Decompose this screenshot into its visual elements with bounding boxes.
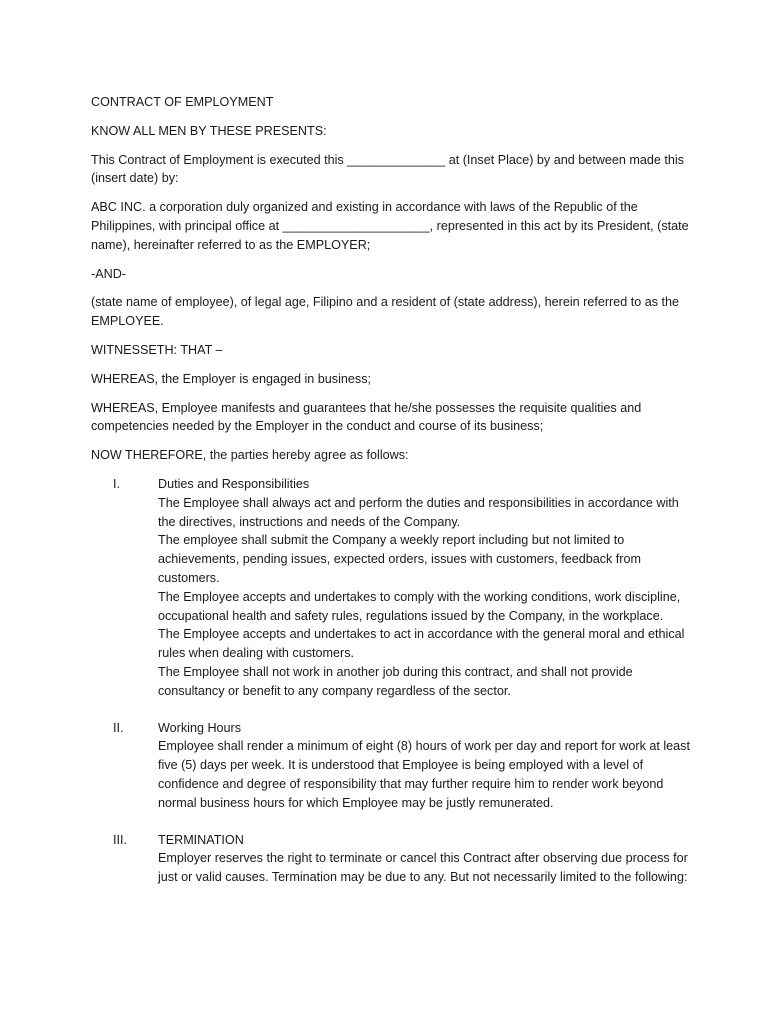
section-heading: TERMINATION [158, 832, 244, 847]
section-numeral: III. [113, 832, 127, 847]
employee-paragraph: (state name of employee), of legal age, Filipino and a resident of (state address), herein referred to as the EMPLOYEE. [91, 295, 680, 329]
section-paragraph: The Employee shall always act and perform the duties and responsibilities in accordance with the directives, instructions and needs of the Company. [158, 495, 679, 529]
section-paragraph: The employee shall submit the Company a weekly report including but not limited to achievements, pending issues, expected orders, issues with customers, feedback from customers. [158, 533, 641, 585]
section-paragraph: The Employee accepts and undertakes to comply with the working conditions, work discipline, occupational health and safety rules, regulations issued by the Company, in the workplace. [158, 589, 681, 623]
section-heading: Working Hours [158, 720, 242, 735]
document-title: CONTRACT OF EMPLOYMENT [91, 95, 274, 109]
whereas-business: WHEREAS, the Employer is engaged in business; [91, 371, 371, 386]
and-separator: -AND- [91, 266, 126, 281]
section-duties [91, 475, 691, 701]
section-heading: Duties and Responsibilities [158, 476, 310, 491]
document-body [91, 93, 691, 887]
section-body [158, 719, 691, 813]
section-numeral: I. [113, 476, 120, 491]
witnesseth-line: WITNESSETH: THAT – [91, 342, 223, 357]
section-working-hours [91, 719, 691, 813]
execution-paragraph: This Contract of Employment is executed this ______________ at (Inset Place) by and between made this (insert date) by: [91, 152, 684, 186]
employer-paragraph: ABC INC. a corporation duly organized and existing in accordance with laws of the Republic of the Philippines, with principal office at _____________________, represented in this act by its President, (state name), hereinafter referred to as the EMPLOYER; [91, 200, 689, 252]
section-body [158, 475, 691, 701]
section-paragraph: Employer reserves the right to terminate or cancel this Contract after observing due process for just or valid causes. Termination may be due to any. But not necessarily limited to the following: [158, 851, 688, 885]
section-numeral: II. [113, 720, 124, 735]
know-all-line: KNOW ALL MEN BY THESE PRESENTS: [91, 123, 327, 138]
now-therefore-line: NOW THEREFORE, the parties hereby agree as follows: [91, 448, 409, 463]
section-paragraph: The Employee shall not work in another job during this contract, and shall not provide consultancy or benefit to any company regardless of the sector. [158, 664, 633, 698]
section-termination [91, 831, 691, 887]
whereas-competencies: WHEREAS, Employee manifests and guarantees that he/she possesses the requisite qualities and competencies needed by the Employer in the conduct and course of its business; [91, 400, 642, 434]
section-body [158, 831, 691, 887]
section-paragraph: Employee shall render a minimum of eight (8) hours of work per day and report for work at least five (5) days per week. It is understood that Employee is being employed with a level of confidence and degree of responsibility that may further require him to render work beyond normal business hours for which Employee may be justly remunerated. [158, 739, 690, 810]
section-paragraph: The Employee accepts and undertakes to act in accordance with the general moral and ethical rules when dealing with customers. [158, 627, 685, 661]
